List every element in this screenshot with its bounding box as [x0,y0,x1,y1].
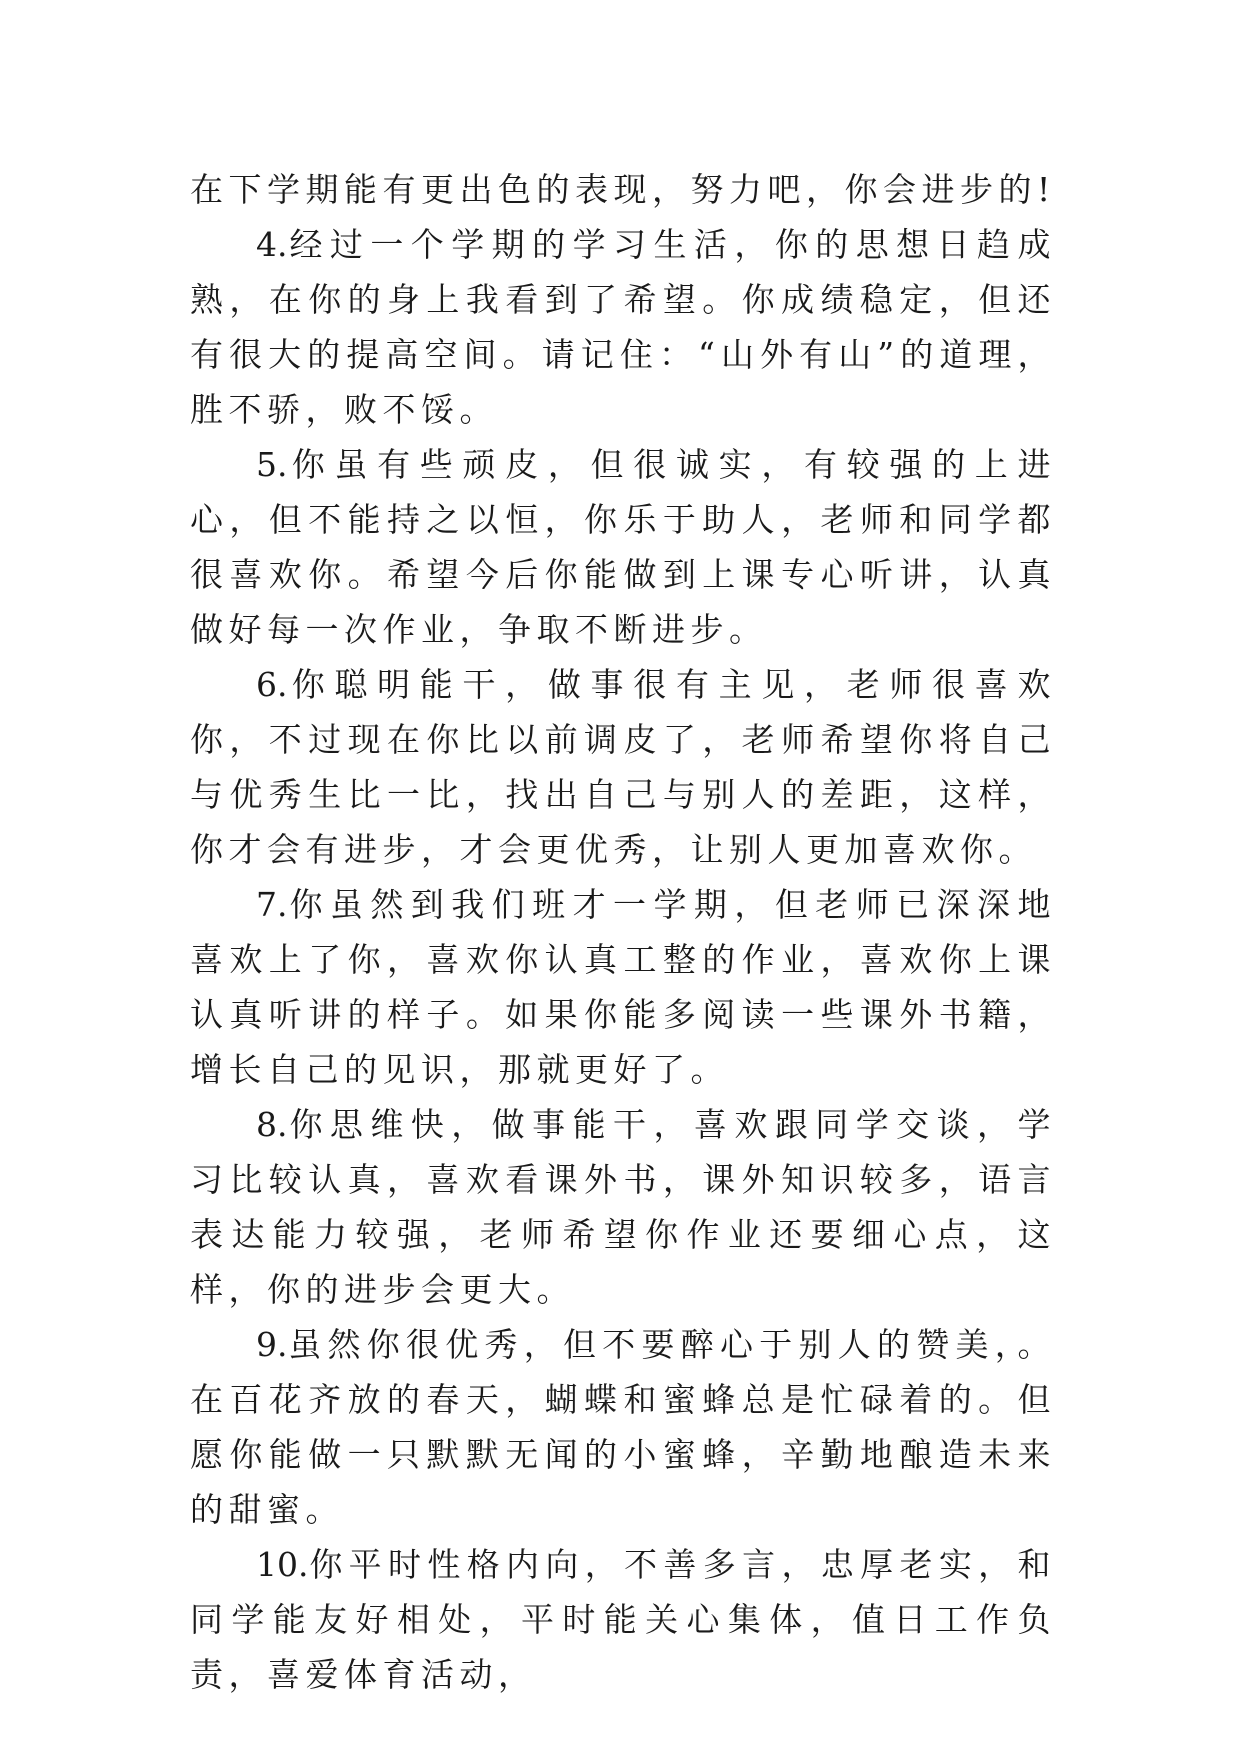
paragraph-item-8 [190,1097,1056,1317]
item-number: 4. [256,225,288,264]
paragraph-text: 你虽有些顽皮，但很诚实，有较强的上进心，但不能持之以恒，你乐于助人，老师和同学都很喜欢你。希望今后你能做到上课专心听讲，认真做好每一次作业，争取不断进步。 [190,445,1056,649]
paragraph-text: 在下学期能有更出色的表现，努力吧，你会进步的! [190,170,1056,209]
paragraph-item-9 [190,1317,1056,1537]
paragraph-text: 经过一个学期的学习生活，你的思想日趋成熟，在你的身上我看到了希望。你成绩稳定，但还有很大的提高空间。请记住：“山外有山”的道理，胜不骄，败不馁。 [190,225,1056,429]
paragraph-item-10 [190,1537,1056,1702]
item-number: 7. [256,885,288,924]
item-number: 8. [256,1105,288,1144]
paragraph-text: 你聪明能干，做事很有主见，老师很喜欢你，不过现在你比以前调皮了，老师希望你将自己与优秀生比一比，找出自己与别人的差距，这样，你才会有进步，才会更优秀，让别人更加喜欢你。 [190,665,1056,869]
paragraph-item-5 [190,437,1056,657]
document-page [190,162,1056,1702]
paragraph-item-6 [190,657,1056,877]
paragraph-item-4 [190,217,1056,437]
paragraph-text: 你虽然到我们班才一学期，但老师已深深地喜欢上了你，喜欢你认真工整的作业，喜欢你上课认真听讲的样子。如果你能多阅读一些课外书籍，增长自己的见识，那就更好了。 [190,885,1056,1089]
paragraph-continuation [190,162,1056,217]
paragraph-text: 你思维快，做事能干，喜欢跟同学交谈，学习比较认真，喜欢看课外书，课外知识较多，语言表达能力较强，老师希望你作业还要细心点，这样，你的进步会更大。 [190,1105,1056,1309]
paragraph-text: 虽然你很优秀，但不要醉心于别人的赞美，。在百花齐放的春天，蝴蝶和蜜蜂总是忙碌着的。但愿你能做一只默默无闻的小蜜蜂，辛勤地酿造未来的甜蜜。 [190,1325,1056,1529]
item-number: 6. [256,665,288,704]
paragraph-item-7 [190,877,1056,1097]
paragraph-text: 你平时性格内向，不善多言，忠厚老实，和同学能友好相处，平时能关心集体，值日工作负责，喜爱体育活动， [190,1545,1056,1694]
item-number: 9. [256,1325,288,1364]
item-number: 5. [256,445,288,484]
item-number: 10. [256,1545,309,1584]
